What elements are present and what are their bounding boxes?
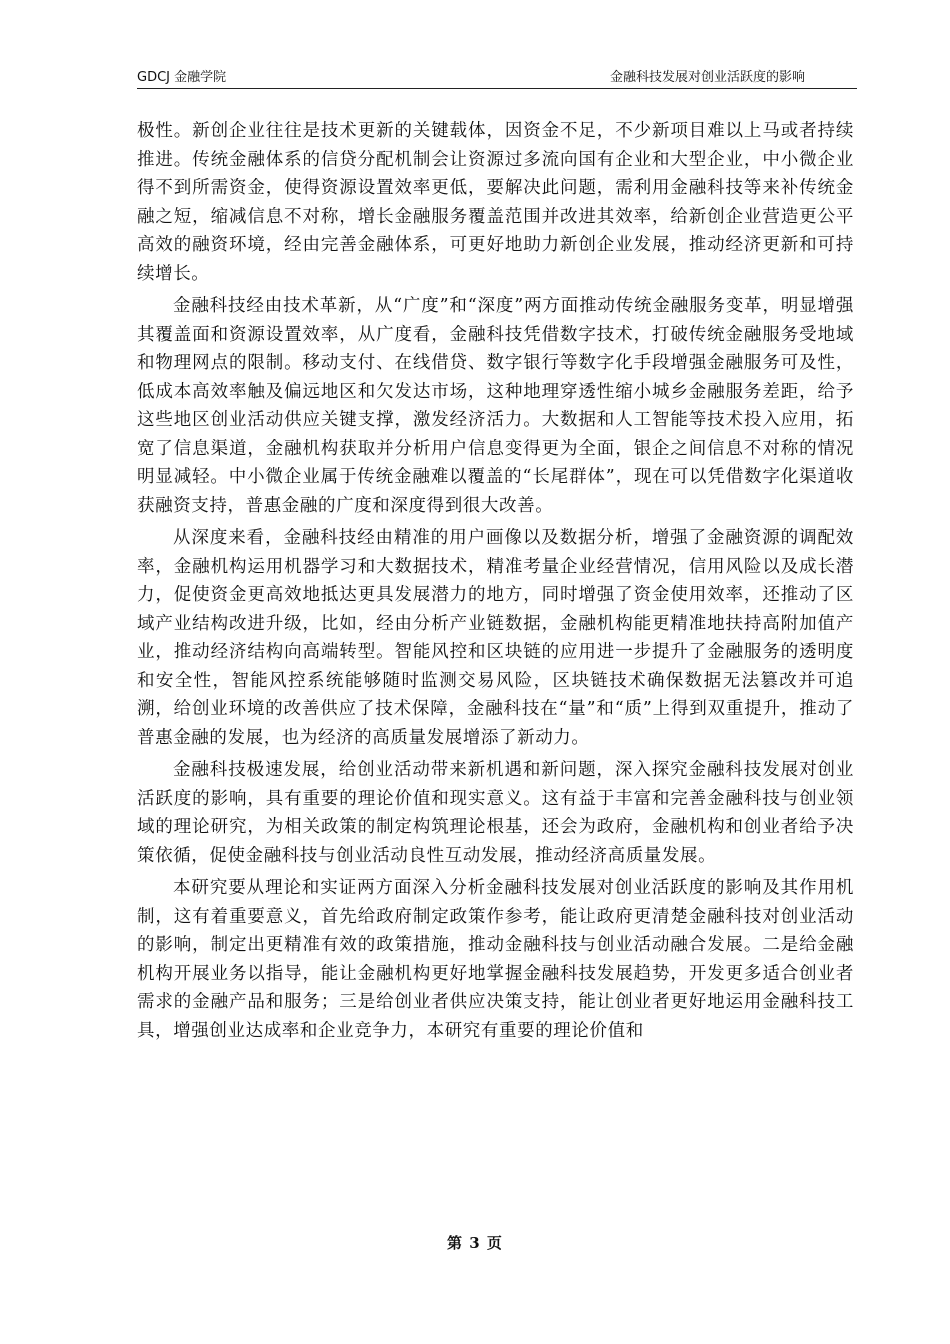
paragraph: 本研究要从理论和实证两方面深入分析金融科技发展对创业活跃度的影响及其作用机制，这有着重要意义，首先给政府制定政策作参考，能让政府更清楚金融科技对创业活动的影响，制定出更精准有效的政策措施，推动金融科技与创业活动融合发展。二是给金融机构开展业务以指导，能让金融机构更好地掌握金融科技发展趋势，开发更多适合创业者需求的金融产品和服务；三是给创业者供应决策支持，能让创业者更好地运用金融科技工具，增强创业达成率和企业竞争力，本研究有重要的理论价值和 — [137, 878, 854, 1041]
header-document-title: 金融科技发展对创业活跃度的影响 — [609, 70, 805, 85]
page-number: 第 3 页 — [447, 1234, 503, 1252]
header-institution: GDCJ 金融学院 — [137, 70, 227, 85]
paragraph: 金融科技极速发展，给创业活动带来新机遇和新问题，深入探究金融科技发展对创业活跃度的影响，具有重要的理论价值和现实意义。这有益于丰富和完善金融科技与创业领域的理论研究，为相关政策的制定构筑理论根基，还会为政府，金融机构和创业者给予决策依循，促使金融科技与创业活动良性互动发展，推动经济高质量发展。 — [137, 760, 854, 866]
paragraph: 从深度来看，金融科技经由精准的用户画像以及数据分析，增强了金融资源的调配效率，金融机构运用机器学习和大数据技术，精准考量企业经营情况，信用风险以及成长潜力，促使资金更高效地抵达更具发展潜力的地方，同时增强了资金使用效率，还推动了区域产业结构改进升级，比如，经由分析产业链数据，金融机构能更精准地扶持高附加值产业，推动经济结构向高端转型。智能风控和区块链的应用进一步提升了金融服务的透明度和安全性，智能风控系统能够随时监测交易风险，区块链技术确保数据无法篡改并可追溯，给创业环境的改善供应了技术保障，金融科技在“量”和“质”上得到双重提升，推动了普惠金融的发展，也为经济的高质量发展增添了新动力。 — [137, 528, 854, 748]
paragraph: 金融科技经由技术革新，从“广度”和“深度”两方面推动传统金融服务变革，明显增强其覆盖面和资源设置效率，从广度看，金融科技凭借数字技术，打破传统金融服务受地域和物理网点的限制。移动支付、在线借贷、数字银行等数字化手段增强金融服务可及性，低成本高效率触及偏远地区和欠发达市场，这种地理穿透性缩小城乡金融服务差距，给予这些地区创业活动供应关键支撑，激发经济活力。大数据和人工智能等技术投入应用，拓宽了信息渠道，金融机构获取并分析用户信息变得更为全面，银企之间信息不对称的情况明显减轻。中小微企业属于传统金融难以覆盖的“长尾群体”，现在可以凭借数字化渠道收获融资支持，普惠金融的广度和深度得到很大改善。 — [137, 296, 854, 516]
document-body — [137, 117, 854, 1045]
paragraph-continuation: 极性。新创企业往往是技术更新的关键载体，因资金不足，不少新项目难以上马或者持续推进。传统金融体系的信贷分配机制会让资源过多流向国有企业和大型企业，中小微企业得不到所需资金，使得资源设置效率更低，要解决此问题，需利用金融科技等来补传统金融之短，缩减信息不对称，增长金融服务覆盖范围并改进其效率，给新创企业营造更公平高效的融资环境，经由完善金融体系，可更好地助力新创企业发展，推动经济更新和可持续增长。 — [137, 121, 854, 284]
page-header — [137, 70, 857, 89]
